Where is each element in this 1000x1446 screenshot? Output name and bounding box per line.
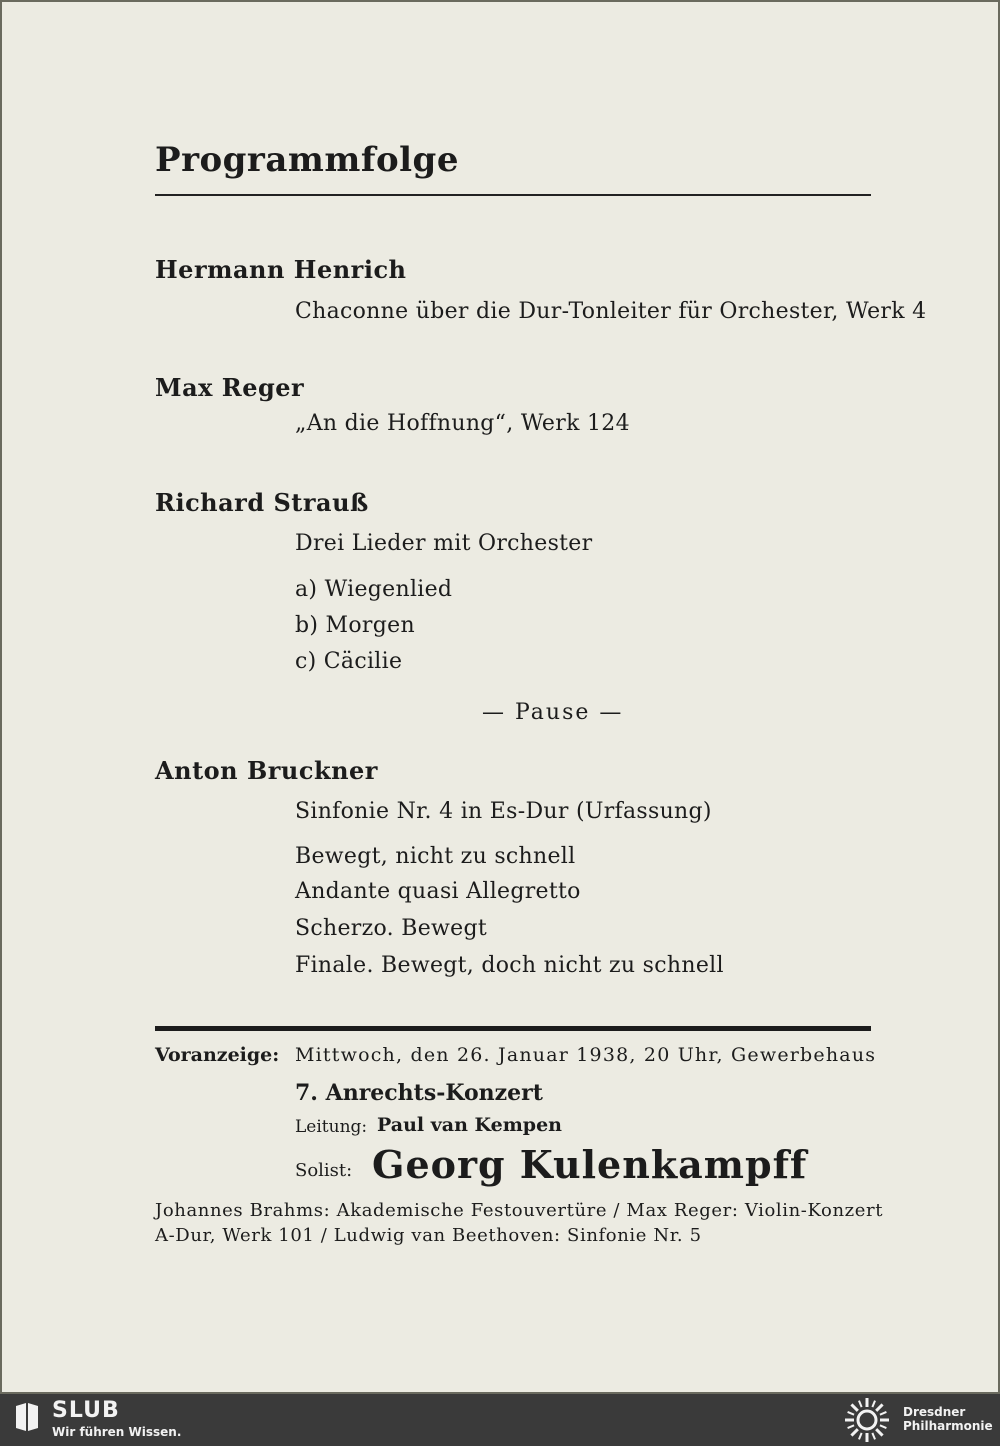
partner-name-line-1: Dresdner xyxy=(903,1405,966,1419)
slub-tagline: Wir führen Wissen. xyxy=(52,1425,182,1439)
section-divider xyxy=(155,1026,871,1031)
page-title: Programmfolge xyxy=(155,140,459,180)
movement-4: Finale. Bewegt, doch nicht zu schnell xyxy=(295,953,724,978)
conductor-name: Paul van Kempen xyxy=(377,1114,562,1136)
work-reger-hoffnung: „An die Hoffnung“, Werk 124 xyxy=(295,411,630,436)
song-caecilie: c) Cäcilie xyxy=(295,649,403,674)
soloist-label: Solist: xyxy=(295,1160,353,1181)
partner-name-line-2: Philharmonie xyxy=(903,1419,993,1433)
work-bruckner-sinfonie: Sinfonie Nr. 4 in Es-Dur (Urfassung) xyxy=(295,799,712,824)
song-wiegenlied: a) Wiegenlied xyxy=(295,577,453,602)
sunburst-logo-icon[interactable] xyxy=(842,1397,892,1443)
movement-3: Scherzo. Bewegt xyxy=(295,916,487,941)
movement-2: Andante quasi Allegretto xyxy=(295,879,581,904)
composer-bruckner: Anton Bruckner xyxy=(155,756,378,785)
composer-henrich: Hermann Henrich xyxy=(155,255,407,284)
preview-date: Mittwoch, den 26. Januar 1938, 20 Uhr, Gewerbehaus xyxy=(295,1044,877,1066)
preview-program-line-2: A-Dur, Werk 101 / Ludwig van Beethoven: Sinfonie Nr. 5 xyxy=(155,1225,702,1246)
movement-1: Bewegt, nicht zu schnell xyxy=(295,844,576,869)
work-henrich-chaconne: Chaconne über die Dur-Tonleiter für Orchester, Werk 4 xyxy=(295,299,927,324)
composer-strauss: Richard Strauß xyxy=(155,488,369,517)
preview-concert-title: 7. Anrechts-Konzert xyxy=(295,1080,543,1106)
work-strauss-lieder: Drei Lieder mit Orchester xyxy=(295,531,593,556)
conductor-label: Leitung: xyxy=(295,1117,368,1137)
slub-logo-text[interactable]: SLUB xyxy=(52,1398,120,1423)
preview-label: Voranzeige: xyxy=(155,1044,280,1066)
title-divider xyxy=(155,194,871,196)
book-icon xyxy=(14,1402,40,1432)
footer-bar xyxy=(0,1394,1000,1446)
soloist-name: Georg Kulenkampff xyxy=(372,1142,808,1187)
song-morgen: b) Morgen xyxy=(295,613,415,638)
preview-program-line-1: Johannes Brahms: Akademische Festouvertüre / Max Reger: Violin-Konzert xyxy=(155,1200,884,1221)
intermission-label: — Pause — xyxy=(482,700,624,725)
composer-reger: Max Reger xyxy=(155,373,305,402)
